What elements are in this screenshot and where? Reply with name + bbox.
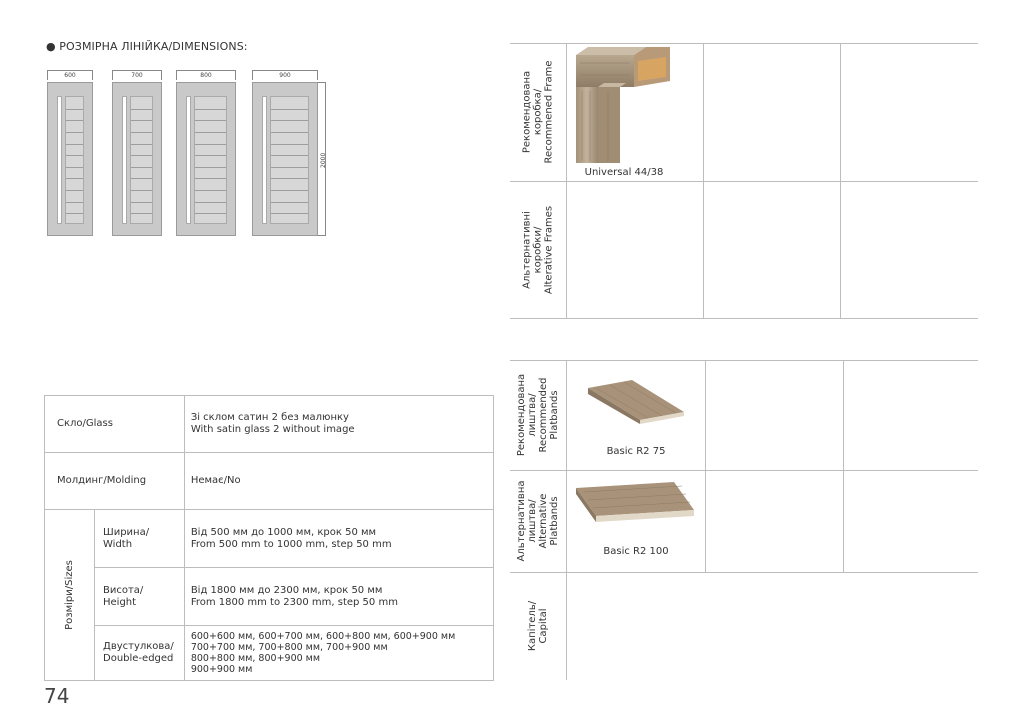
door-leaf — [47, 82, 93, 236]
glass-value-en: With satin glass 2 without image — [190, 424, 355, 435]
label-line: Alterative Frames — [543, 205, 555, 295]
width-label: 700 — [131, 72, 143, 79]
door-slat-line — [271, 120, 308, 121]
label-line: Рекомендована — [521, 70, 533, 154]
door-slat-line — [195, 109, 226, 110]
page-number: 74 — [44, 684, 70, 708]
grid-divider — [566, 360, 567, 680]
door-slat-line — [271, 144, 308, 145]
label-line: Alternative — [538, 493, 549, 549]
grid-divider — [705, 360, 706, 572]
width-label — [95, 510, 185, 568]
glass-insert — [262, 96, 267, 224]
door-slat-line — [66, 178, 83, 179]
double-value — [184, 626, 493, 681]
molding-value: Немає/No — [184, 453, 493, 510]
grid-divider — [843, 360, 844, 572]
label-line: Platbands — [549, 496, 560, 546]
door-slat-line — [195, 190, 226, 191]
height-value — [184, 568, 493, 626]
label-line: Recommended — [538, 377, 549, 453]
spec-table — [44, 395, 494, 681]
double-value-line: 700+700 мм, 700+800 мм, 700+900 мм — [190, 642, 388, 653]
label-line: Альтернативна — [516, 480, 527, 562]
table-row — [45, 510, 494, 568]
door-slat-line — [271, 109, 308, 110]
door-slat-line — [131, 109, 152, 110]
door-slat-line — [66, 120, 83, 121]
door-leaf — [176, 82, 236, 236]
door-slat-line — [271, 132, 308, 133]
door-slat-line — [66, 144, 83, 145]
label-line: лиштва/ — [527, 393, 538, 437]
recommended-frame-caption: Universal 44/38 — [584, 167, 664, 178]
table-row — [45, 626, 494, 681]
door-slat-line — [271, 202, 308, 203]
glass-insert — [186, 96, 191, 224]
double-value-line: 800+800 мм, 800+900 мм — [190, 653, 321, 664]
width-label-en: Width — [103, 538, 133, 550]
door-slat-line — [195, 213, 226, 214]
width-value-en: From 500 mm to 1000 mm, step 50 mm — [190, 538, 392, 550]
dimensions-title: ● РОЗМІРНА ЛІНІЙКА/DIMENSIONS: — [46, 40, 248, 53]
door-slat-line — [195, 178, 226, 179]
slat-panel — [194, 96, 227, 224]
door-slat-line — [195, 167, 226, 168]
door-slat-line — [131, 144, 152, 145]
door-slat-line — [195, 132, 226, 133]
height-label-ua: Висота/ — [103, 584, 144, 596]
label-line: Capital — [538, 608, 549, 644]
door-slat-line — [66, 132, 83, 133]
height-label: 2000 — [320, 152, 327, 168]
door-slat-line — [66, 202, 83, 203]
height-label-cell — [95, 568, 185, 626]
door-slat-line — [66, 109, 83, 110]
label-line: Recommened Frame — [543, 60, 555, 164]
door-slat-line — [271, 190, 308, 191]
slat-panel — [130, 96, 153, 224]
glass-value — [184, 396, 493, 453]
table-row — [510, 360, 978, 470]
molding-label: Молдинг/Molding — [45, 453, 185, 510]
height-label-en: Height — [103, 596, 137, 608]
label-line: коробка/ — [532, 88, 544, 136]
double-label-en: Double-edged — [103, 653, 174, 664]
double-value-line: 600+600 мм, 600+700 мм, 600+800 мм, 600+900 мм — [190, 631, 456, 642]
door-slat-line — [195, 155, 226, 156]
recommended-frame-label — [510, 43, 566, 181]
slat-panel — [65, 96, 84, 224]
glass-insert — [122, 96, 127, 224]
recommended-platbands-label — [510, 360, 566, 470]
table-row — [45, 568, 494, 626]
alternative-platband-caption: Basic R2 100 — [603, 546, 669, 557]
height-value-ua: Від 1800 мм до 2300 мм, крок 50 мм — [190, 584, 383, 596]
label-line: Альтернативні — [521, 211, 533, 289]
sizes-label: Розміри/Sizes — [63, 560, 75, 630]
width-value-ua: Від 500 мм до 1000 мм, крок 50 мм — [190, 526, 377, 538]
height-value-en: From 1800 mm to 2300 mm, step 50 mm — [190, 596, 398, 608]
grid-divider — [566, 43, 567, 319]
frame-profile-image — [574, 47, 674, 165]
door-slat-line — [66, 213, 83, 214]
grid-bottom-line — [510, 318, 978, 319]
double-label-cell — [95, 626, 185, 681]
width-dimension-bar — [176, 70, 236, 80]
label-line: Рекомендована — [516, 373, 527, 457]
door-slat-line — [66, 155, 83, 156]
double-value-line: 900+900 мм — [190, 664, 253, 675]
door-slat-line — [66, 190, 83, 191]
door-leaf — [252, 82, 318, 236]
width-label-ua: Ширина/ — [103, 526, 150, 538]
table-row — [510, 572, 978, 680]
table-row — [45, 396, 494, 453]
width-value — [184, 510, 493, 568]
platbands-grid — [510, 360, 978, 680]
label-line: лиштва/ — [527, 499, 538, 543]
door-slat-line — [131, 202, 152, 203]
width-label: 800 — [200, 72, 212, 79]
door-slat-line — [195, 144, 226, 145]
alternative-frames-label — [510, 181, 566, 319]
door-slat-line — [131, 178, 152, 179]
alternative-platbands-label — [510, 470, 566, 572]
platband-r2-75-image — [586, 378, 686, 424]
table-row — [510, 181, 978, 319]
frames-grid — [510, 43, 978, 319]
width-label: 600 — [64, 72, 76, 79]
slat-panel — [270, 96, 309, 224]
width-dimension-bar — [252, 70, 318, 80]
door-slat-line — [271, 178, 308, 179]
door-slat-line — [66, 167, 83, 168]
label-line: Капітель/ — [527, 600, 538, 652]
door-slat-line — [271, 213, 308, 214]
grid-divider — [840, 43, 841, 319]
width-dimension-bar — [112, 70, 162, 80]
door-slat-line — [131, 132, 152, 133]
door-slat-line — [271, 155, 308, 156]
glass-value-ua: Зі склом сатин 2 без малюнку — [190, 412, 349, 423]
sizes-label-cell — [45, 510, 95, 681]
table-row — [45, 453, 494, 510]
glass-insert — [57, 96, 62, 224]
door-slat-line — [131, 190, 152, 191]
door-slat-line — [131, 213, 152, 214]
platband-r2-100-image — [574, 480, 698, 526]
capital-label — [510, 572, 566, 680]
label-line: коробки/ — [532, 226, 544, 274]
door-slat-line — [195, 120, 226, 121]
door-slat-line — [195, 202, 226, 203]
double-label-ua: Двустулкова/ — [103, 641, 174, 652]
grid-divider — [703, 43, 704, 319]
width-label: 900 — [279, 72, 291, 79]
door-slat-line — [131, 120, 152, 121]
door-slat-line — [271, 167, 308, 168]
label-line: Platbands — [549, 390, 560, 440]
door-slat-line — [131, 167, 152, 168]
recommended-platband-caption: Basic R2 75 — [606, 446, 666, 457]
width-dimension-bar — [47, 70, 93, 80]
door-slat-line — [131, 155, 152, 156]
door-leaf — [112, 82, 162, 236]
glass-label: Скло/Glass — [45, 396, 185, 453]
